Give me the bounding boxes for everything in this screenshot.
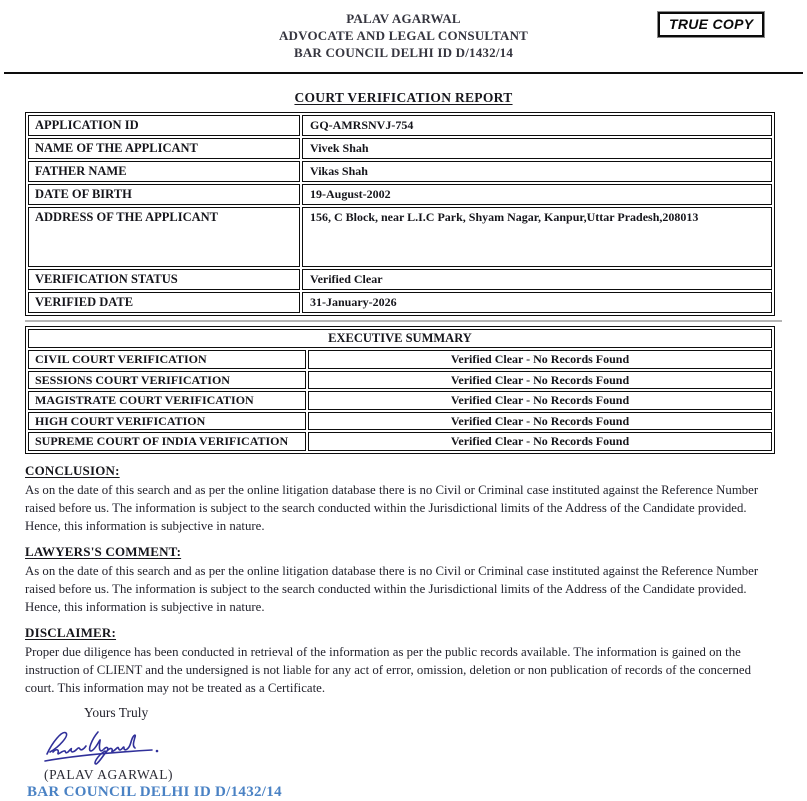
conclusion-text: As on the date of this search and as per the online litigation database there is no Civil or Criminal case instituted against the Reference Number raised before us. The information is subject to the search conducted within the Jurisdictional limits of the Address of the Candidate provided. Hence, this information is subjective in nature.: [25, 482, 759, 533]
detail-value: 19-August-2002: [302, 184, 772, 205]
conclusion-section: [25, 463, 781, 535]
detail-label: ADDRESS OF THE APPLICANT: [28, 207, 300, 267]
closing-phrase: Yours Truly: [84, 704, 149, 720]
detail-value: Vikas Shah: [302, 161, 772, 182]
detail-label: APPLICATION ID: [28, 115, 300, 136]
lawyers-comment-heading: LAWYERS'S COMMENT:: [25, 543, 182, 559]
detail-value: GQ-AMRSNVJ-754: [302, 115, 772, 136]
advocate-title: ADVOCATE AND LEGAL CONSULTANT: [278, 28, 529, 43]
signed-bar-id: BAR COUNCIL DELHI ID D/1432/14: [27, 783, 282, 800]
executive-summary-table: [25, 326, 775, 454]
summary-value: Verified Clear - No Records Found: [308, 350, 772, 369]
detail-value: 31-January-2026: [302, 292, 772, 313]
summary-label: SUPREME COURT OF INDIA VERIFICATION: [28, 432, 306, 451]
table-row: [28, 432, 772, 451]
table-row: [28, 292, 772, 313]
table-row: [28, 115, 772, 136]
disclaimer-text: Proper due diligence has been conducted in retrieval of the information as per the public records available. The information is gained on the instruction of CLIENT and the undersigned is not liable for any act of error, omission, deletion or non publication of records of the concerned court. This information may not be treated as a Certificate.: [25, 644, 751, 695]
disclaimer-heading: DISCLAIMER:: [25, 624, 117, 640]
table-row: [28, 207, 772, 267]
disclaimer-section: [25, 625, 781, 697]
signature-ink-icon: [38, 723, 176, 767]
detail-label: NAME OF THE APPLICANT: [28, 138, 300, 159]
detail-value: Verified Clear: [302, 269, 772, 290]
summary-label: MAGISTRATE COURT VERIFICATION: [28, 391, 306, 410]
summary-value: Verified Clear - No Records Found: [308, 371, 772, 390]
table-row: [28, 269, 772, 290]
executive-summary-title: EXECUTIVE SUMMARY: [28, 329, 772, 348]
advocate-bar-id: BAR COUNCIL DELHI ID D/1432/14: [293, 45, 514, 60]
detail-label: FATHER NAME: [28, 161, 300, 182]
header-divider: [4, 72, 803, 74]
table-row: [28, 329, 772, 348]
summary-value: Verified Clear - No Records Found: [308, 391, 772, 410]
section-divider: [25, 320, 782, 322]
detail-value: Vivek Shah: [302, 138, 772, 159]
detail-label: VERIFIED DATE: [28, 292, 300, 313]
advocate-name: PALAV AGARWAL: [346, 11, 461, 26]
detail-value: 156, C Block, near L.I.C Park, Shyam Nagar, Kanpur,Uttar Pradesh,208013: [302, 207, 772, 267]
table-row: [28, 161, 772, 182]
signature-handwriting: [38, 723, 807, 767]
detail-label: DATE OF BIRTH: [28, 184, 300, 205]
table-row: [28, 412, 772, 431]
true-copy-stamp: TRUE COPY: [658, 12, 764, 37]
conclusion-heading: CONCLUSION:: [25, 462, 120, 478]
table-row: [28, 391, 772, 410]
lawyers-comment-section: [25, 544, 781, 616]
detail-label: VERIFICATION STATUS: [28, 269, 300, 290]
summary-value: Verified Clear - No Records Found: [308, 412, 772, 431]
signed-name: (PALAV AGARWAL): [44, 766, 174, 782]
applicant-details-table: [25, 112, 775, 316]
summary-label: CIVIL COURT VERIFICATION: [28, 350, 306, 369]
table-row: [28, 371, 772, 390]
summary-value: Verified Clear - No Records Found: [308, 432, 772, 451]
summary-label: HIGH COURT VERIFICATION: [28, 412, 306, 431]
lawyers-comment-text: As on the date of this search and as per the online litigation database there is no Civil or Criminal case instituted against the Reference Number raised before us. The information is subject to the search conducted within the Jurisdictional limits of the Address of the Candidate provided. Hence, this information is subjective in nature.: [25, 563, 759, 614]
page-title: COURT VERIFICATION REPORT: [294, 90, 513, 105]
summary-label: SESSIONS COURT VERIFICATION: [28, 371, 306, 390]
table-row: [28, 184, 772, 205]
table-row: [28, 138, 772, 159]
table-row: [28, 350, 772, 369]
